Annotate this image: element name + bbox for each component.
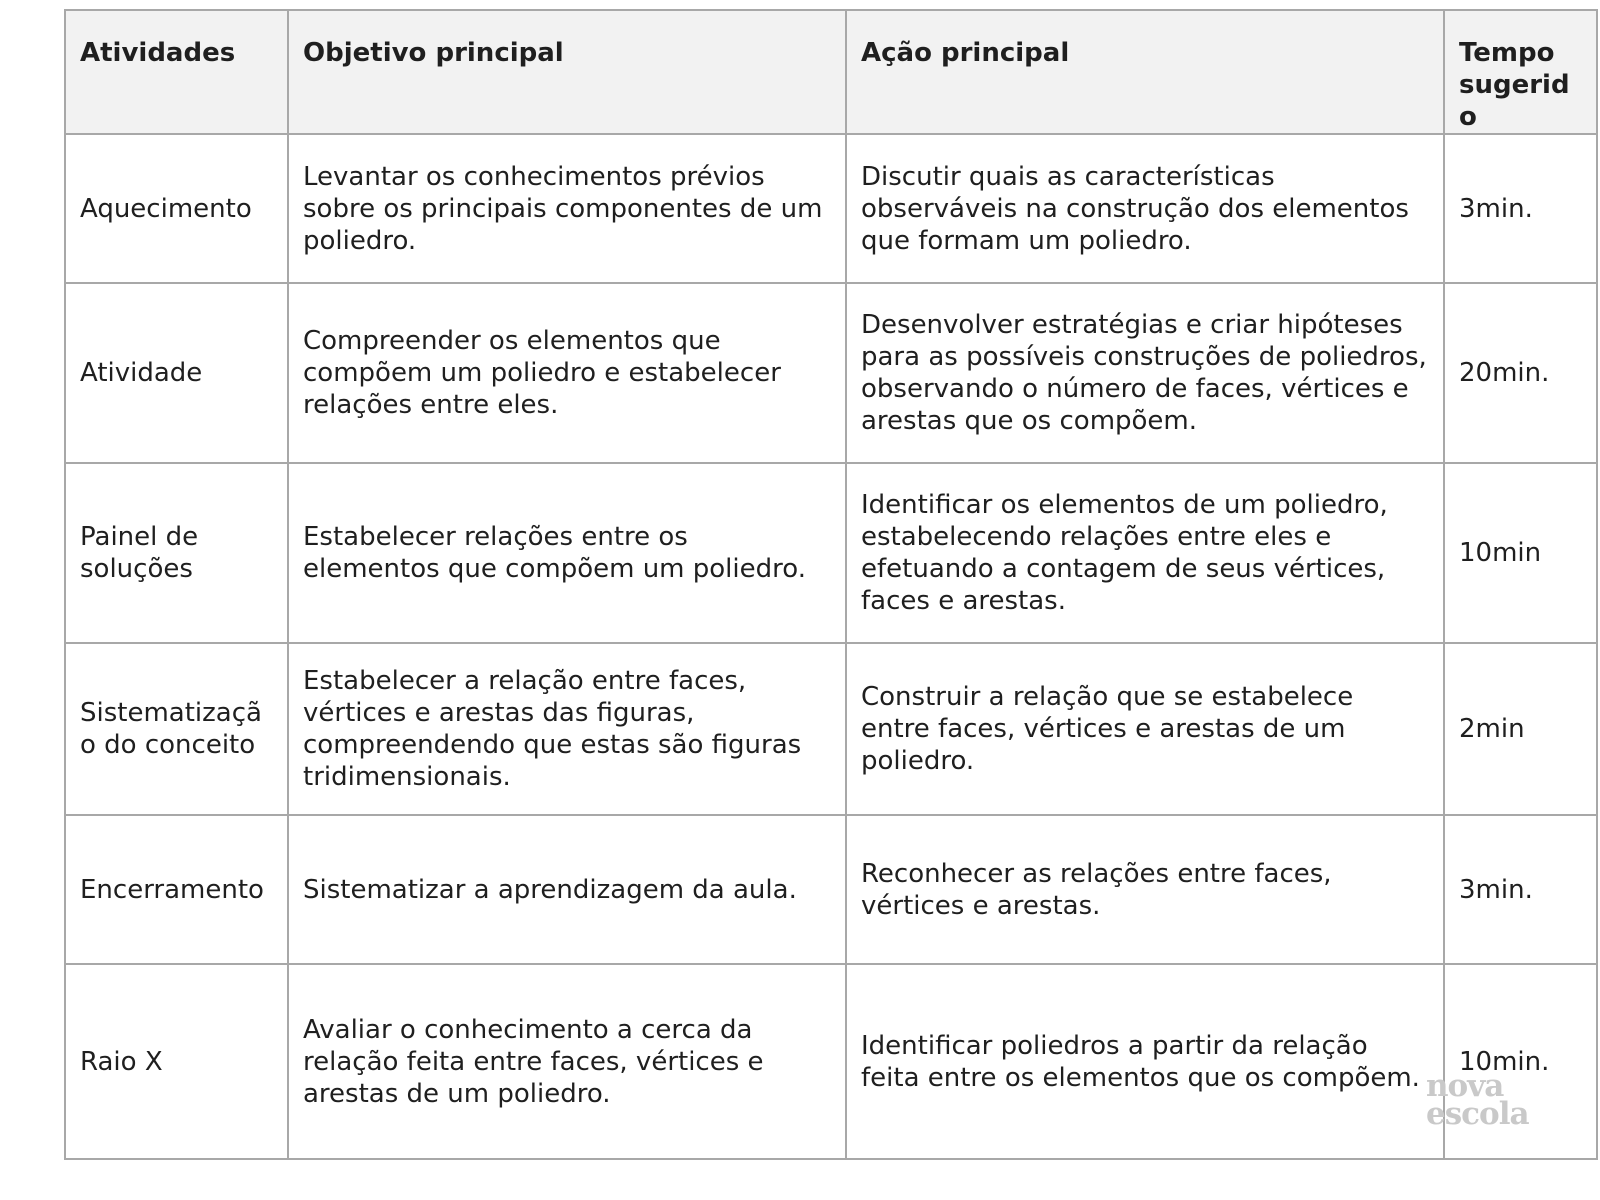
cell-action: Discutir quais as características observáveis na construção dos elementos que formam um poliedro. [846,134,1444,283]
table-row [65,643,1597,815]
lesson-plan-table [64,9,1598,1160]
table-row [65,964,1597,1159]
watermark-line-2: escola [1426,1096,1529,1132]
cell-time: 10min [1444,463,1597,643]
cell-time: 3min. [1444,815,1597,964]
cell-activity: Atividade [65,283,288,463]
cell-activity: Aquecimento [65,134,288,283]
cell-time: 3min. [1444,134,1597,283]
header-tempo-sugerido: Tempo sugerido [1444,10,1597,134]
cell-objective: Compreender os elementos que compõem um poliedro e estabelecer relações entre eles. [288,283,846,463]
cell-activity: Painel de soluções [65,463,288,643]
table-row [65,134,1597,283]
cell-time: 20min. [1444,283,1597,463]
table-row [65,463,1597,643]
cell-objective: Estabelecer a relação entre faces, vértices e arestas das figuras, compreendendo que estas são figuras tridimensionais. [288,643,846,815]
header-atividades: Atividades [65,10,288,134]
cell-time: 10min. [1444,964,1597,1159]
cell-action: Identificar os elementos de um poliedro, estabelecendo relações entre eles e efetuando a contagem de seus vértices, faces e arestas. [846,463,1444,643]
cell-activity: Encerramento [65,815,288,964]
cell-action: Desenvolver estratégias e criar hipóteses para as possíveis construções de poliedros, observando o número de faces, vértices e arestas que os compõem. [846,283,1444,463]
watermark-line-1: nova [1426,1068,1504,1104]
table-row [65,815,1597,964]
cell-action: Reconhecer as relações entre faces, vértices e arestas. [846,815,1444,964]
cell-objective: Estabelecer relações entre os elementos que compõem um poliedro. [288,463,846,643]
table-row [65,283,1597,463]
header-row [65,10,1597,134]
cell-objective: Sistematizar a aprendizagem da aula. [288,815,846,964]
cell-activity: Sistematização do conceito [65,643,288,815]
cell-objective: Levantar os conhecimentos prévios sobre os principais componentes de um poliedro. [288,134,846,283]
cell-objective: Avaliar o conhecimento a cerca da relação feita entre faces, vértices e arestas de um poliedro. [288,964,846,1159]
cell-action: Identificar poliedros a partir da relação feita entre os elementos que os compõem. [846,964,1444,1159]
header-objetivo-principal: Objetivo principal [288,10,846,134]
cell-time: 2min [1444,643,1597,815]
cell-activity: Raio X [65,964,288,1159]
header-acao-principal: Ação principal [846,10,1444,134]
cell-action: Construir a relação que se estabelece entre faces, vértices e arestas de um poliedro. [846,643,1444,815]
